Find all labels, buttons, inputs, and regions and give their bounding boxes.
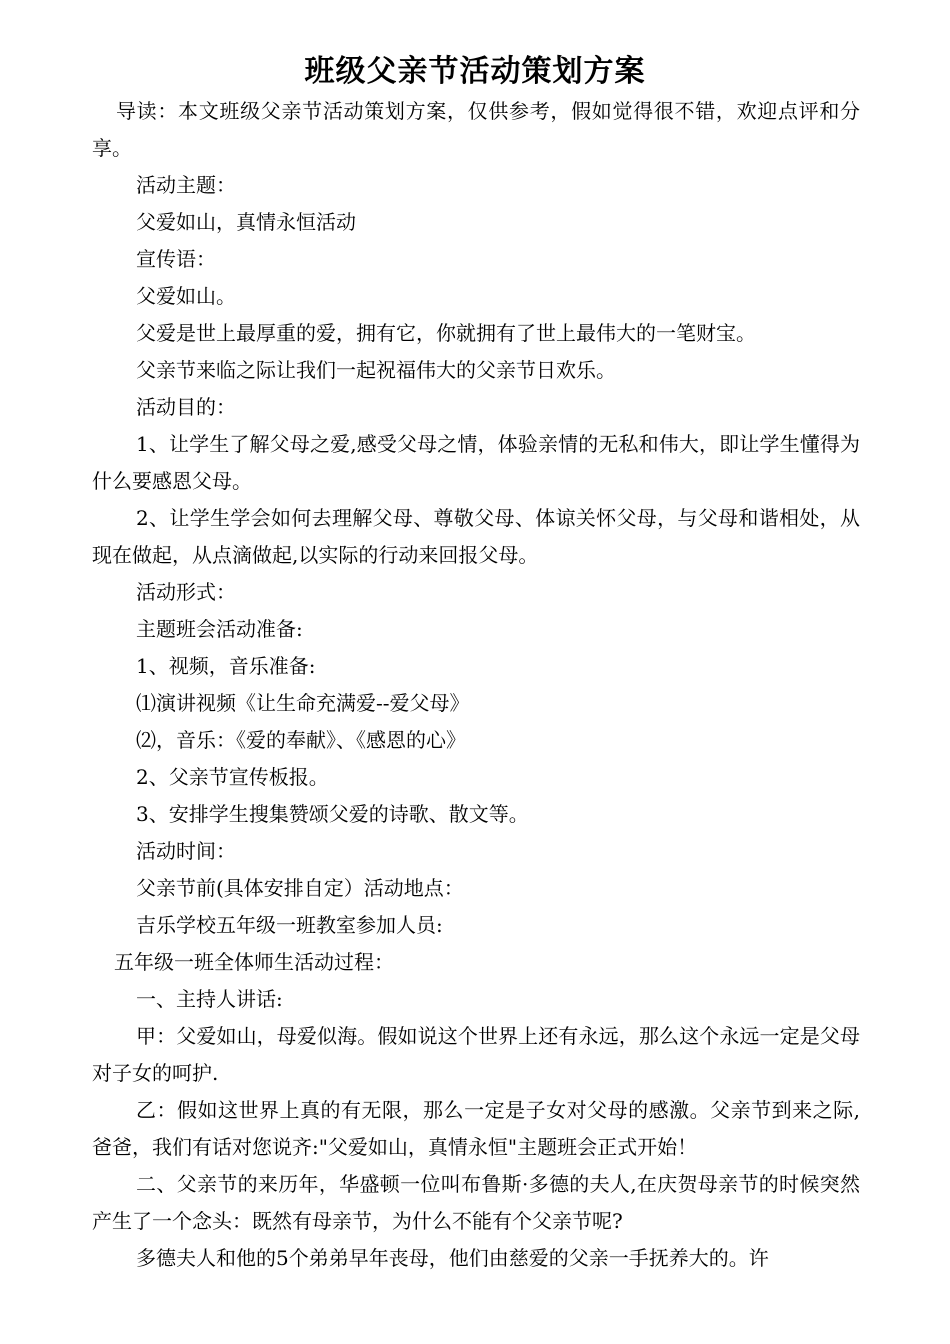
paragraph: 父爱是世上最厚重的爱，拥有它，你就拥有了世上最伟大的一笔财宝。: [136, 321, 756, 345]
paragraph: 吉乐学校五年级一班教室参加人员:: [136, 913, 443, 937]
paragraph: 宣传语：: [136, 247, 216, 271]
paragraph: 主题班会活动准备:: [136, 617, 303, 641]
paragraph: 五年级一班全体师生活动过程：: [114, 950, 394, 974]
paragraph: 1、视频，音乐准备:: [136, 654, 316, 678]
paragraph: ⑴演讲视频《让生命充满爱--爱父母》: [136, 691, 470, 715]
paragraph: 活动时间：: [136, 839, 236, 863]
paragraph: 活动形式：: [136, 580, 236, 604]
paragraph: ⑵，音乐：《爱的奉献》、《感恩的心》: [136, 728, 466, 752]
document-title: 班级父亲节活动策划方案: [304, 54, 646, 89]
paragraph: 活动目的：: [136, 395, 236, 419]
paragraph: 父亲节前(具体安排自定）活动地点：: [136, 876, 464, 900]
paragraph: 一、主持人讲话:: [136, 987, 283, 1011]
paragraph: 活动主题：: [136, 173, 236, 197]
document-body: [92, 93, 860, 1277]
paragraph: 父爱如山，真情永恒活动: [136, 210, 356, 234]
intro-paragraph: 导读：本文班级父亲节活动策划方案，仅供参考，假如觉得很不错，欢迎点评和分享。: [92, 99, 860, 160]
paragraph: 父亲节来临之际让我们一起祝福伟大的父亲节日欢乐。: [136, 358, 616, 382]
paragraph: 甲：父爱如山，母爱似海。假如说这个世界上还有永远，那么这个永远一定是父母对子女的呵护.: [92, 1024, 860, 1085]
paragraph: 多德夫人和他的5个弟弟早年丧母，他们由慈爱的父亲一手抚养大的。许: [136, 1246, 769, 1270]
paragraph: 父爱如山。: [136, 284, 236, 308]
paragraph: 1、让学生了解父母之爱,感受父母之情，体验亲情的无私和伟大，即让学生懂得为什么要感恩父母。: [92, 432, 860, 493]
paragraph: 2、父亲节宣传板报。: [136, 765, 329, 789]
paragraph: 2、让学生学会如何去理解父母、尊敬父母、体谅关怀父母，与父母和谐相处，从现在做起，从点滴做起,以实际的行动来回报父母。: [92, 506, 860, 567]
paragraph: 乙：假如这世界上真的有无限，那么一定是子女对父母的感激。父亲节到来之际,爸爸，我们有话对您说齐:"父爱如山，真情永恒"主题班会正式开始！: [92, 1098, 860, 1159]
paragraph: 二、父亲节的来历年，华盛顿一位叫布鲁斯·多德的夫人,在庆贺母亲节的时候突然产生了一个念头：既然有母亲节，为什么不能有个父亲节呢?: [92, 1172, 860, 1233]
paragraph: 3、安排学生搜集赞颂父爱的诗歌、散文等。: [136, 802, 529, 826]
